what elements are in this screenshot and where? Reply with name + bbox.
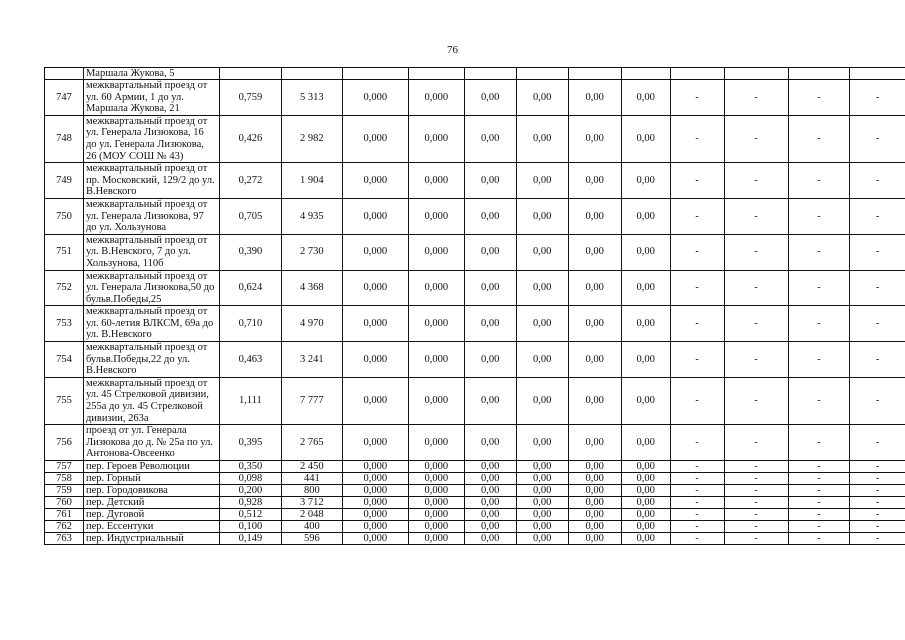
- cell-d2: -: [724, 80, 788, 116]
- cell-d3: -: [788, 377, 850, 424]
- cell-d2: -: [724, 425, 788, 461]
- cell-name: пер. Детский: [83, 497, 219, 509]
- cell-c5: 0,00: [568, 509, 621, 521]
- cell-d1: -: [670, 497, 724, 509]
- cell-c5: 0,00: [568, 342, 621, 378]
- cell-c2: 0,000: [408, 80, 464, 116]
- cell-c4: 0,00: [516, 270, 568, 306]
- cell-c5: 0,00: [568, 377, 621, 424]
- cell-c4: 0,00: [516, 234, 568, 270]
- cell-no: 755: [45, 377, 84, 424]
- cell-c3: 0,00: [464, 270, 516, 306]
- cell-c1: 0,000: [342, 485, 408, 497]
- cell-length: 0,928: [219, 497, 281, 509]
- cell-c1: 0,000: [342, 80, 408, 116]
- cell-d1: -: [670, 473, 724, 485]
- cell-d1: -: [670, 342, 724, 378]
- cell-d3: -: [788, 485, 850, 497]
- cell-d2: -: [724, 270, 788, 306]
- cell-c6: 0,00: [621, 198, 670, 234]
- table-row: [45, 509, 905, 521]
- cell-name: пер. Горный: [83, 473, 219, 485]
- cell-name: межквартальный проезд от ул. 45 Стрелковой дивизии, 255а до ул. 45 Стрелковой дивизии, 263а: [83, 377, 219, 424]
- cell-no: 757: [45, 461, 84, 473]
- table-row: [45, 234, 905, 270]
- cell-d3: -: [788, 306, 850, 342]
- cell-c6: 0,00: [621, 461, 670, 473]
- table-row: [45, 521, 905, 533]
- cell-d1: -: [670, 485, 724, 497]
- cell-c6: 0,00: [621, 306, 670, 342]
- table-row: [45, 270, 905, 306]
- cell-d2: -: [724, 342, 788, 378]
- cell-name: межквартальный проезд от ул. Генерала Лизюкова, 97 до ул. Хользунова: [83, 198, 219, 234]
- cell-name: межквартальный проезд от бульв.Победы,22 до ул. В.Невского: [83, 342, 219, 378]
- cell-d1: -: [670, 533, 724, 545]
- cell-d4: -: [850, 163, 905, 199]
- cell-d2: -: [724, 163, 788, 199]
- cell-c1: 0,000: [342, 163, 408, 199]
- cell-c4: 0,00: [516, 473, 568, 485]
- table-row: [45, 198, 905, 234]
- cell-d3: -: [788, 270, 850, 306]
- cell-d1: [670, 68, 724, 80]
- cell-c1: 0,000: [342, 342, 408, 378]
- cell-c4: 0,00: [516, 306, 568, 342]
- table-body: [45, 68, 905, 545]
- cell-c6: 0,00: [621, 509, 670, 521]
- cell-d2: -: [724, 234, 788, 270]
- cell-d4: -: [850, 485, 905, 497]
- cell-d3: -: [788, 473, 850, 485]
- cell-d1: -: [670, 425, 724, 461]
- cell-no: 754: [45, 342, 84, 378]
- cell-d4: -: [850, 497, 905, 509]
- cell-c3: 0,00: [464, 198, 516, 234]
- cell-length: 0,098: [219, 473, 281, 485]
- cell-name: межквартальный проезд от ул. В.Невского, 7 до ул. Хользунова, 110б: [83, 234, 219, 270]
- cell-d1: -: [670, 115, 724, 162]
- cell-c6: 0,00: [621, 342, 670, 378]
- cell-c4: 0,00: [516, 485, 568, 497]
- cell-c3: 0,00: [464, 473, 516, 485]
- cell-name: пер. Дуговой: [83, 509, 219, 521]
- table-row: [45, 80, 905, 116]
- cell-no: 756: [45, 425, 84, 461]
- cell-c3: 0,00: [464, 461, 516, 473]
- cell-length: 1,111: [219, 377, 281, 424]
- cell-d3: -: [788, 80, 850, 116]
- cell-c6: 0,00: [621, 80, 670, 116]
- cell-c4: 0,00: [516, 342, 568, 378]
- cell-d2: -: [724, 198, 788, 234]
- cell-length: 0,390: [219, 234, 281, 270]
- cell-c2: 0,000: [408, 342, 464, 378]
- cell-c2: 0,000: [408, 461, 464, 473]
- cell-length: 0,463: [219, 342, 281, 378]
- cell-area: 3 712: [281, 497, 342, 509]
- cell-c2: 0,000: [408, 485, 464, 497]
- cell-d4: -: [850, 533, 905, 545]
- cell-area: 5 313: [281, 80, 342, 116]
- cell-c5: 0,00: [568, 461, 621, 473]
- cell-c2: 0,000: [408, 497, 464, 509]
- cell-no: 747: [45, 80, 84, 116]
- table-row: [45, 485, 905, 497]
- cell-c1: 0,000: [342, 533, 408, 545]
- cell-area: 2 450: [281, 461, 342, 473]
- cell-length: 0,759: [219, 80, 281, 116]
- cell-c6: 0,00: [621, 497, 670, 509]
- cell-c1: 0,000: [342, 198, 408, 234]
- cell-name: пер. Героев Революции: [83, 461, 219, 473]
- cell-length: 0,149: [219, 533, 281, 545]
- cell-d4: -: [850, 80, 905, 116]
- cell-d1: -: [670, 163, 724, 199]
- cell-no: 751: [45, 234, 84, 270]
- cell-length: 0,395: [219, 425, 281, 461]
- cell-d2: -: [724, 521, 788, 533]
- cell-c5: 0,00: [568, 533, 621, 545]
- cell-d2: -: [724, 497, 788, 509]
- cell-length: [219, 68, 281, 80]
- cell-name: межквартальный проезд от ул. 60-летия ВЛКСМ, 69а до ул. В.Невского: [83, 306, 219, 342]
- cell-name: пер. Индустриальный: [83, 533, 219, 545]
- cell-d4: -: [850, 377, 905, 424]
- cell-d3: -: [788, 115, 850, 162]
- cell-c3: 0,00: [464, 234, 516, 270]
- cell-c1: 0,000: [342, 234, 408, 270]
- cell-d1: -: [670, 461, 724, 473]
- cell-d4: -: [850, 461, 905, 473]
- cell-d2: -: [724, 377, 788, 424]
- cell-c6: 0,00: [621, 473, 670, 485]
- cell-d4: -: [850, 509, 905, 521]
- cell-area: 441: [281, 473, 342, 485]
- cell-d1: -: [670, 521, 724, 533]
- cell-c4: 0,00: [516, 115, 568, 162]
- cell-c5: 0,00: [568, 306, 621, 342]
- cell-c2: 0,000: [408, 521, 464, 533]
- cell-no: 750: [45, 198, 84, 234]
- cell-c3: 0,00: [464, 306, 516, 342]
- cell-c4: 0,00: [516, 533, 568, 545]
- cell-no: 759: [45, 485, 84, 497]
- cell-d2: -: [724, 533, 788, 545]
- cell-c5: [568, 68, 621, 80]
- cell-no: 763: [45, 533, 84, 545]
- cell-d1: -: [670, 80, 724, 116]
- table-row: [45, 473, 905, 485]
- cell-no: [45, 68, 84, 80]
- cell-name: пер. Городовикова: [83, 485, 219, 497]
- table-row: [45, 533, 905, 545]
- cell-length: 0,705: [219, 198, 281, 234]
- cell-c2: 0,000: [408, 533, 464, 545]
- cell-area: 1 904: [281, 163, 342, 199]
- cell-c2: 0,000: [408, 115, 464, 162]
- cell-c6: 0,00: [621, 377, 670, 424]
- cell-c4: 0,00: [516, 80, 568, 116]
- cell-c5: 0,00: [568, 163, 621, 199]
- cell-no: 758: [45, 473, 84, 485]
- cell-no: 753: [45, 306, 84, 342]
- cell-c3: 0,00: [464, 80, 516, 116]
- cell-c3: 0,00: [464, 425, 516, 461]
- cell-d1: -: [670, 377, 724, 424]
- cell-c3: 0,00: [464, 521, 516, 533]
- cell-c5: 0,00: [568, 115, 621, 162]
- cell-area: 7 777: [281, 377, 342, 424]
- cell-d2: [724, 68, 788, 80]
- cell-c2: 0,000: [408, 306, 464, 342]
- cell-c5: 0,00: [568, 521, 621, 533]
- cell-name: межквартальный проезд от ул. 60 Армии, 1 до ул. Маршала Жукова, 21: [83, 80, 219, 116]
- cell-length: 0,426: [219, 115, 281, 162]
- cell-c3: 0,00: [464, 485, 516, 497]
- cell-d4: -: [850, 198, 905, 234]
- cell-c5: 0,00: [568, 80, 621, 116]
- cell-name: межквартальный проезд от ул. Генерала Лизюкова,50 до бульв.Победы,25: [83, 270, 219, 306]
- cell-c6: 0,00: [621, 163, 670, 199]
- cell-d3: -: [788, 533, 850, 545]
- cell-d4: -: [850, 115, 905, 162]
- cell-c2: 0,000: [408, 425, 464, 461]
- cell-d1: -: [670, 306, 724, 342]
- cell-length: 0,350: [219, 461, 281, 473]
- cell-c4: 0,00: [516, 521, 568, 533]
- cell-c1: 0,000: [342, 497, 408, 509]
- cell-c5: 0,00: [568, 234, 621, 270]
- cell-c5: 0,00: [568, 497, 621, 509]
- cell-d3: -: [788, 234, 850, 270]
- cell-area: 2 730: [281, 234, 342, 270]
- cell-c6: 0,00: [621, 234, 670, 270]
- cell-c6: 0,00: [621, 270, 670, 306]
- cell-d3: -: [788, 509, 850, 521]
- cell-no: 752: [45, 270, 84, 306]
- cell-d2: -: [724, 485, 788, 497]
- cell-c5: 0,00: [568, 425, 621, 461]
- cell-c2: 0,000: [408, 377, 464, 424]
- cell-c2: 0,000: [408, 234, 464, 270]
- cell-d3: [788, 68, 850, 80]
- table-row: [45, 461, 905, 473]
- cell-c1: 0,000: [342, 461, 408, 473]
- cell-c1: [342, 68, 408, 80]
- cell-c3: [464, 68, 516, 80]
- table-row: [45, 425, 905, 461]
- cell-c4: 0,00: [516, 377, 568, 424]
- cell-d3: -: [788, 163, 850, 199]
- cell-c4: 0,00: [516, 497, 568, 509]
- cell-c1: 0,000: [342, 473, 408, 485]
- cell-d4: -: [850, 270, 905, 306]
- cell-length: 0,100: [219, 521, 281, 533]
- cell-no: 761: [45, 509, 84, 521]
- cell-c6: 0,00: [621, 115, 670, 162]
- cell-c1: 0,000: [342, 521, 408, 533]
- cell-area: 4 935: [281, 198, 342, 234]
- cell-d3: -: [788, 521, 850, 533]
- roads-table: [44, 67, 905, 545]
- cell-d3: -: [788, 497, 850, 509]
- cell-c5: 0,00: [568, 473, 621, 485]
- cell-area: 2 048: [281, 509, 342, 521]
- cell-length: 0,272: [219, 163, 281, 199]
- cell-c2: 0,000: [408, 163, 464, 199]
- cell-no: 762: [45, 521, 84, 533]
- cell-length: 0,624: [219, 270, 281, 306]
- cell-d4: -: [850, 521, 905, 533]
- cell-d2: -: [724, 306, 788, 342]
- cell-d4: -: [850, 425, 905, 461]
- continued-row: [45, 68, 905, 80]
- cell-area: [281, 68, 342, 80]
- cell-c3: 0,00: [464, 342, 516, 378]
- cell-c5: 0,00: [568, 270, 621, 306]
- cell-d3: -: [788, 461, 850, 473]
- page-number: 76: [447, 44, 458, 56]
- cell-c2: [408, 68, 464, 80]
- cell-c3: 0,00: [464, 163, 516, 199]
- cell-d4: -: [850, 306, 905, 342]
- cell-c5: 0,00: [568, 485, 621, 497]
- cell-area: 400: [281, 521, 342, 533]
- cell-c3: 0,00: [464, 533, 516, 545]
- cell-c3: 0,00: [464, 115, 516, 162]
- table-row: [45, 115, 905, 162]
- cell-d1: -: [670, 234, 724, 270]
- cell-c4: 0,00: [516, 163, 568, 199]
- cell-d2: -: [724, 115, 788, 162]
- cell-length: 0,512: [219, 509, 281, 521]
- cell-d4: -: [850, 473, 905, 485]
- cell-no: 760: [45, 497, 84, 509]
- cell-d4: -: [850, 234, 905, 270]
- cell-d2: -: [724, 473, 788, 485]
- cell-d3: -: [788, 425, 850, 461]
- cell-name: межквартальный проезд от пр. Московский, 129/2 до ул. В.Невского: [83, 163, 219, 199]
- cell-c6: 0,00: [621, 521, 670, 533]
- cell-c1: 0,000: [342, 425, 408, 461]
- cell-c3: 0,00: [464, 497, 516, 509]
- cell-d1: -: [670, 509, 724, 521]
- cell-d2: -: [724, 461, 788, 473]
- cell-c6: 0,00: [621, 425, 670, 461]
- cell-no: 749: [45, 163, 84, 199]
- cell-area: 800: [281, 485, 342, 497]
- cell-length: 0,710: [219, 306, 281, 342]
- cell-d1: -: [670, 198, 724, 234]
- table-row: [45, 306, 905, 342]
- cell-c5: 0,00: [568, 198, 621, 234]
- cell-area: 596: [281, 533, 342, 545]
- cell-c2: 0,000: [408, 270, 464, 306]
- cell-c4: 0,00: [516, 425, 568, 461]
- cell-c1: 0,000: [342, 509, 408, 521]
- cell-d2: -: [724, 509, 788, 521]
- cell-name: межквартальный проезд от ул. Генерала Лизюкова, 16 до ул. Генерала Лизюкова, 26 (МОУ СОШ № 43): [83, 115, 219, 162]
- cell-name: Маршала Жукова, 5: [83, 68, 219, 80]
- cell-c6: [621, 68, 670, 80]
- cell-area: 4 368: [281, 270, 342, 306]
- cell-c6: 0,00: [621, 533, 670, 545]
- cell-d3: -: [788, 342, 850, 378]
- cell-c3: 0,00: [464, 509, 516, 521]
- cell-name: пер. Ессентуки: [83, 521, 219, 533]
- cell-c1: 0,000: [342, 377, 408, 424]
- cell-d4: -: [850, 342, 905, 378]
- cell-c2: 0,000: [408, 198, 464, 234]
- cell-c4: 0,00: [516, 461, 568, 473]
- table-row: [45, 342, 905, 378]
- cell-c4: [516, 68, 568, 80]
- cell-c2: 0,000: [408, 473, 464, 485]
- cell-c6: 0,00: [621, 485, 670, 497]
- cell-c1: 0,000: [342, 115, 408, 162]
- cell-name: проезд от ул. Генерала Лизюкова до д. № 25а по ул. Антонова-Овсеенко: [83, 425, 219, 461]
- table-row: [45, 163, 905, 199]
- table-row: [45, 497, 905, 509]
- cell-c1: 0,000: [342, 270, 408, 306]
- cell-area: 2 982: [281, 115, 342, 162]
- cell-d4: [850, 68, 905, 80]
- cell-area: 2 765: [281, 425, 342, 461]
- cell-area: 3 241: [281, 342, 342, 378]
- cell-d3: -: [788, 198, 850, 234]
- cell-c1: 0,000: [342, 306, 408, 342]
- cell-c3: 0,00: [464, 377, 516, 424]
- table-row: [45, 377, 905, 424]
- cell-area: 4 970: [281, 306, 342, 342]
- cell-length: 0,200: [219, 485, 281, 497]
- cell-c2: 0,000: [408, 509, 464, 521]
- cell-d1: -: [670, 270, 724, 306]
- cell-c4: 0,00: [516, 198, 568, 234]
- cell-no: 748: [45, 115, 84, 162]
- cell-c4: 0,00: [516, 509, 568, 521]
